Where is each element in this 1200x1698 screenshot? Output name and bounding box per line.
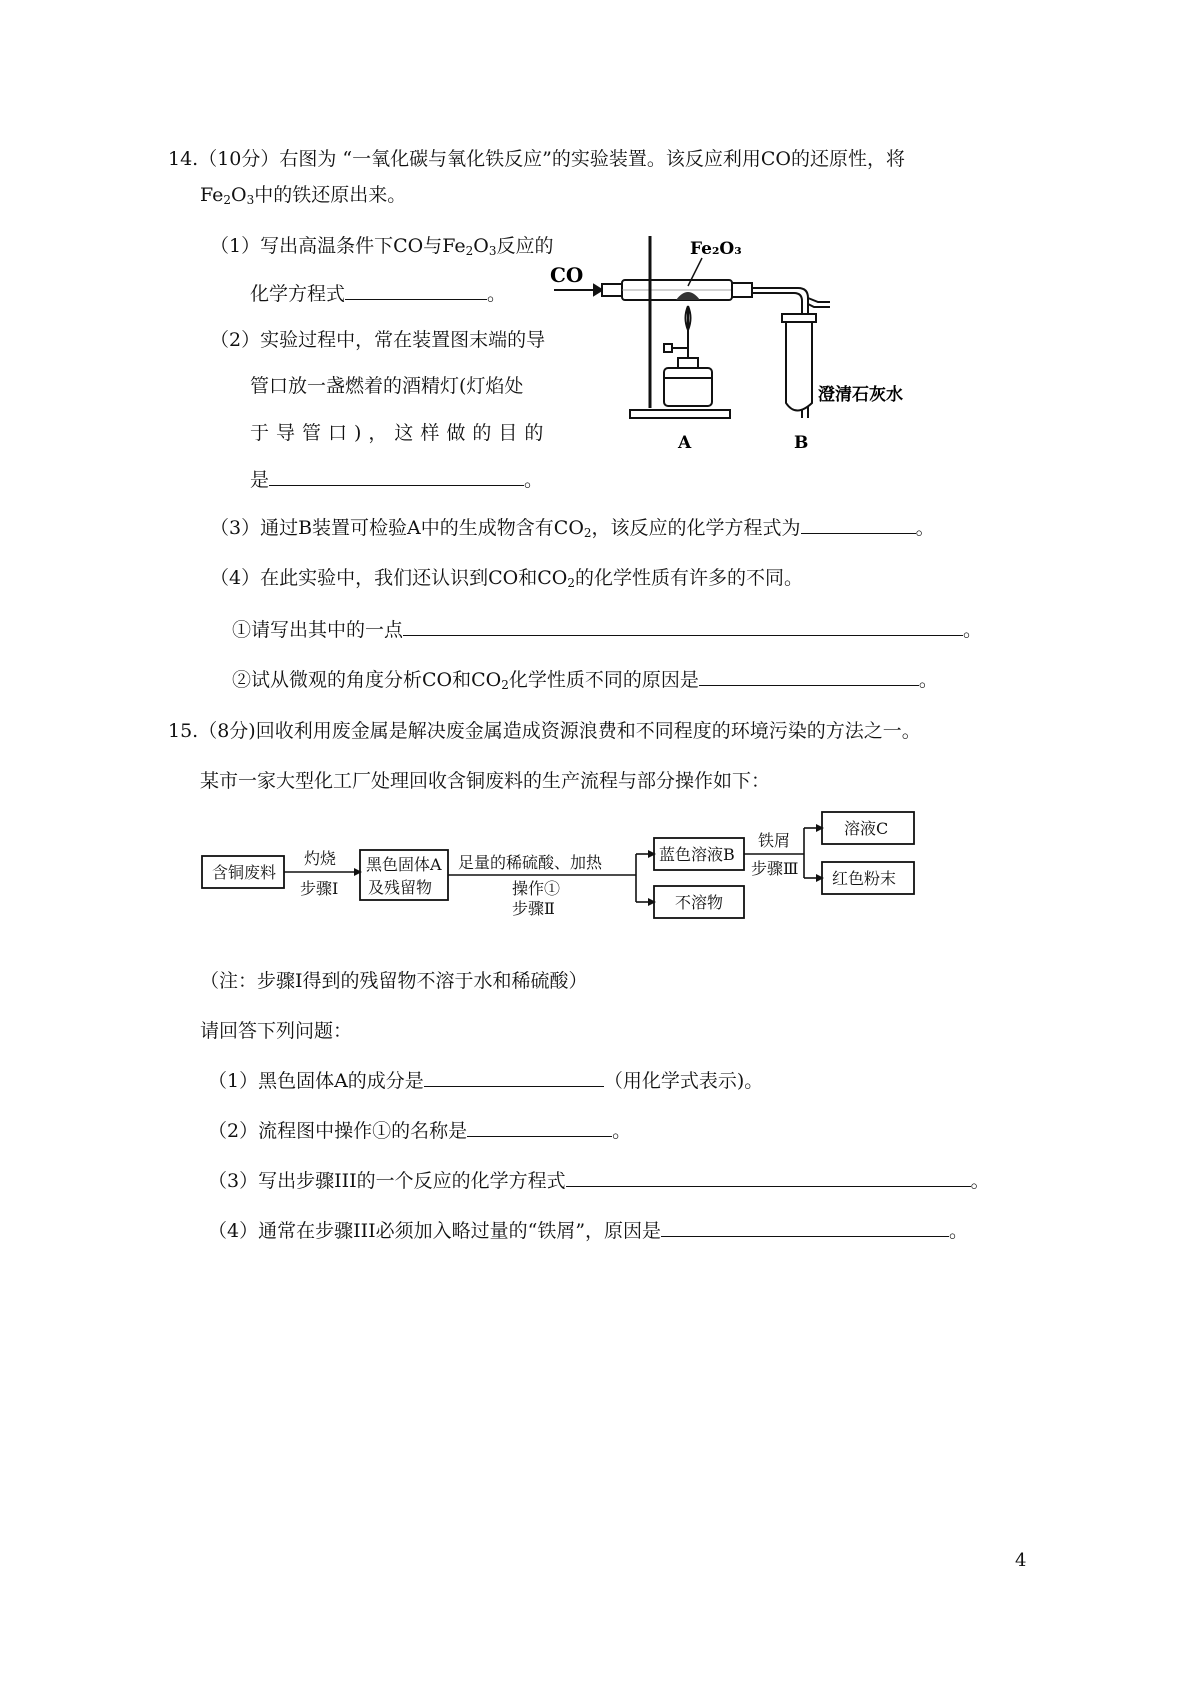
co-label: CO [550, 263, 584, 287]
fe2o3-label: Fe₂O₃ [690, 239, 742, 259]
flow-box-insoluble-text: 不溶物 [675, 893, 724, 912]
q15-stem-line1: 15.（8分)回收利用废金属是解决废金属造成资源浪费和不同程度的环境污染的方法之一。 [168, 720, 921, 742]
q14-sub4: （4）在此实验中，我们还认识到CO和$CO_2$的化学性质有许多的不同。 [210, 567, 803, 590]
answer-blank[interactable] [566, 1168, 971, 1187]
answer-blank[interactable] [467, 1118, 612, 1137]
label-b: B [794, 433, 809, 453]
flow-box-red-powder-text: 红色粉末 [832, 869, 897, 888]
arrow1-bottom: 步骤Ⅰ [300, 879, 339, 898]
q14-sub2-line3: 于导管口)，这样做的目的 [250, 422, 551, 444]
q14-sub3: （3）通过B装置可检验A中的生成物含有$CO_2$，该反应的化学方程式为 。 [210, 517, 935, 540]
test-tube [786, 318, 812, 411]
q15-sub1: （1）黑色固体A的成分是 （用化学式表示)。 [208, 1070, 764, 1092]
q15-sub2: （2）流程图中操作①的名称是 。 [208, 1120, 632, 1142]
q15-note: （注：步骤Ⅰ得到的残留物不溶于水和稀硫酸） [200, 970, 588, 992]
flow-box-blue-text: 蓝色溶液B [659, 845, 735, 864]
flow-box-solution-c-text: 溶液C [844, 819, 889, 838]
answer-blank[interactable] [403, 617, 963, 636]
answer-blank[interactable] [661, 1218, 949, 1237]
page-number: 4 [1015, 1550, 1027, 1571]
limewater-label: 澄清石灰水 [818, 385, 903, 405]
q15-prompt: 请回答下列问题： [200, 1020, 353, 1042]
q14-stem-line1: 14.（10分）右图为 “一氧化碳与氧化铁反应”的实验装置。该反应利用CO的还原性，将 [168, 148, 905, 170]
answer-blank[interactable] [801, 515, 916, 534]
q14-sub2-line4: 是 。 [250, 469, 544, 491]
q14-sub4b: ②试从微观的角度分析CO和$CO_2$化学性质不同的原因是 。 [232, 669, 938, 692]
flow-box-a-line1: 黑色固体A [366, 855, 442, 874]
answer-blank[interactable] [269, 467, 524, 486]
q14-sub1-line2: 化学方程式 。 [250, 283, 507, 305]
flow-diagram [196, 810, 936, 930]
flow-box-a-line2: 及残留物 [368, 878, 433, 897]
arrow2-top: 足量的稀硫酸、加热 [458, 853, 603, 872]
arrow2-bottom2: 步骤Ⅱ [512, 899, 555, 918]
answer-blank[interactable] [345, 281, 487, 300]
arrow3-top: 铁屑 [758, 831, 791, 850]
apparatus-figure [550, 218, 930, 458]
label-a: A [678, 433, 692, 453]
arrow1-top: 灼烧 [304, 849, 337, 868]
arrow3-bottom: 步骤Ⅲ [751, 859, 799, 878]
q15-sub4: （4）通常在步骤III必须加入略过量的“铁屑”，原因是 。 [208, 1220, 969, 1242]
arrow2-bottom1: 操作① [512, 879, 561, 898]
q15-stem-line2: 某市一家大型化工厂处理回收含铜废料的生产流程与部分操作如下： [200, 770, 771, 792]
q14-sub4a: ①请写出其中的一点 。 [232, 619, 983, 641]
flow-box-raw-text: 含铜废料 [212, 863, 277, 882]
q14-sub2-line1: （2）实验过程中，常在装置图末端的导 [210, 329, 546, 351]
answer-blank[interactable] [424, 1068, 604, 1087]
alcohol-lamp [664, 368, 712, 406]
q15-sub3: （3）写出步骤III的一个反应的化学方程式 。 [208, 1170, 990, 1192]
q14-sub2-line2: 管口放一盏燃着的酒精灯(灯焰处 [250, 375, 524, 397]
answer-blank[interactable] [699, 667, 919, 686]
q14-stem-line2: $Fe_2O_3$中的铁还原出来。 [200, 184, 407, 207]
q14-sub1-line1: （1）写出高温条件下CO与$Fe_2O_3$反应的 [210, 235, 554, 258]
